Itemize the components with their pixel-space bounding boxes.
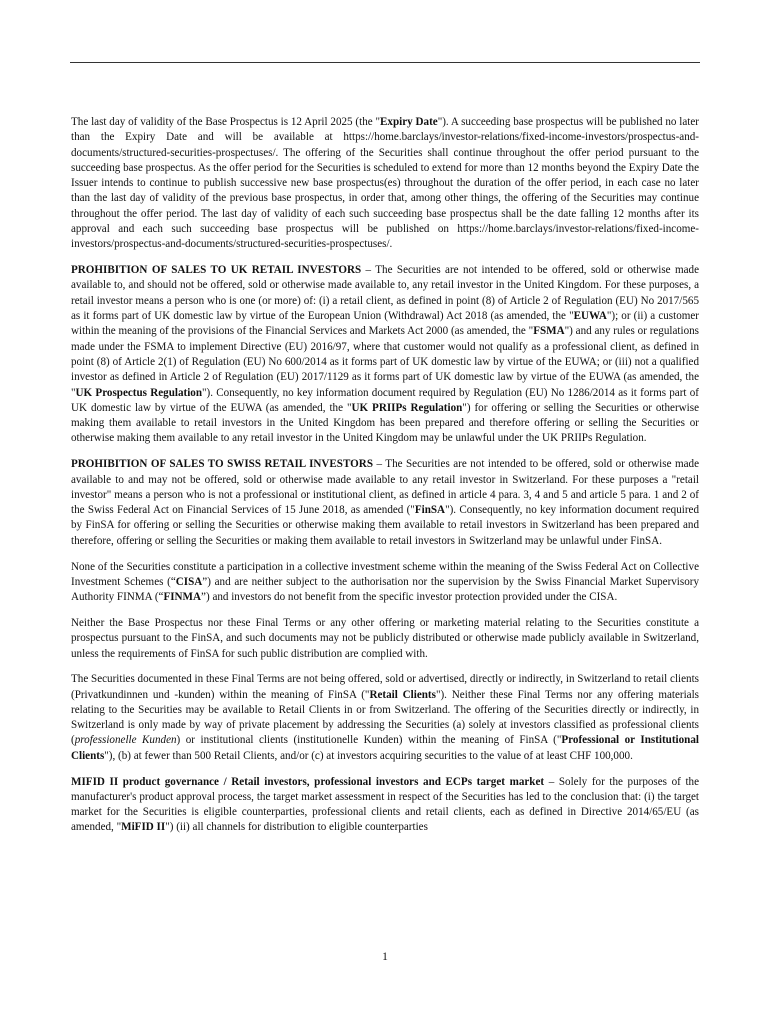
bold-term: MIFID II product governance / Retail investors, professional investors and ECPs target market xyxy=(71,775,545,788)
text-run: – The Securities are not intended to be offered, sold or otherwise made available to, and should not be offered, sold or otherwise made available to, any retail investor in the United Kingdom. For these purposes, a retail investor means a person who is one (or more) of: (i) a retail client, as defined in point (8) of Article 2 of Regulation (EU) No 2017/565 as it forms part of UK domestic law by virtue of the European Union (Withdrawal) Act 2018 (as amended, the " xyxy=(71,264,699,323)
page-number: 1 xyxy=(382,951,388,963)
bold-term: Expiry Date xyxy=(380,116,438,128)
bold-term: CISA xyxy=(175,575,203,588)
bold-term: EUWA xyxy=(573,310,607,323)
text-run: Neither the Base Prospectus nor these Final Terms or any other offering or marketing material relating to the Securities constitute a prospectus pursuant to the FinSA, and such documents may not be publicly distributed or otherwise made publicly available in Switzerland, unless the requirements of FinSA for such public distribution are complied with. xyxy=(71,616,699,660)
text-run: – Solely for the purposes of the manufacturer's product approval process, the target market assessment in respect of the Securities has led to the conclusion that: (i) the target market for the Securities is eligible counterparties, professional clients and retail clients, each as defined in Directive 2014/65/EU (as amended, " xyxy=(71,775,700,834)
text-run: ") for offering or selling the Securities or otherwise making them available to retail investors in the United Kingdom has been prepared and therefore offering or selling the Securities or otherwise making them available to any retail investor in the United Kingdom may be unlawful under the UK PRIIPs Regulation. xyxy=(71,401,700,445)
text-run: – The Securities are not intended to be offered, sold or otherwise made available to and may not be offered, sold or otherwise made available to any retail investor in Switzerland. For these purposes a "retail investor" means a person who is not a professional or institutional client, as defined in article 4 para. 3, 4 and 5 and article 5 para. 1 and 2 of the Swiss Federal Act on Financial Services of 15 June 2018, as amended (" xyxy=(71,458,699,517)
text-run: "); or (ii) a customer within the meaning of the provisions of the Financial Services and Markets Act 2000 (as amended, the " xyxy=(71,310,699,338)
bold-term: PROHIBITION OF SALES TO SWISS RETAIL INVESTORS xyxy=(71,458,373,471)
text-run: ) or institutional clients (institutionelle Kunden) within the meaning of FinSA (" xyxy=(176,734,562,747)
text-run: The Securities documented in these Final Terms are not being offered, sold or advertised, directly or indirectly, in Switzerland to retail clients (Privatkundinnen und -kunden) within the meaning of FinSA (" xyxy=(71,673,699,701)
text-run: "). Neither these Final Terms nor any offering materials relating to the Securities may be available to Retail Clients in or from Switzerland. The offering of the Securities directly or indirectly, in Switzerland is only made by way of private placement by addressing the Securities (a) solely at investors classified as professional clients ( xyxy=(71,688,699,747)
document-body xyxy=(71,115,699,846)
text-run: ") and any rules or regulations made under the FSMA to implement Directive (EU) 2016/97, where that customer would not qualify as a professional client, as defined in point (8) of Article 2(1) of Regulation (EU) No 600/2014 as it forms part of UK domestic law by virtue of the EUWA; or (iii) not a qualified investor as defined in Article 2 of Regulation (EU) 2017/1129 as it forms part of UK domestic law by virtue of the EUWA (as amended, the " xyxy=(71,325,699,399)
text-run: "). Consequently, no key information document required by Regulation (EU) No 1286/2014 as it forms part of UK domestic law by virtue of the EUWA (as amended, the " xyxy=(71,386,699,414)
swiss-retail-prohibition-paragraph xyxy=(71,457,699,549)
bold-term: MiFID II xyxy=(121,821,166,834)
bold-term: UK Prospectus Regulation xyxy=(75,386,203,399)
bold-term: UK PRIIPs Regulation xyxy=(351,401,463,414)
uk-retail-prohibition-paragraph xyxy=(71,263,699,447)
cisa-paragraph xyxy=(71,560,699,606)
text-run: "), (b) at fewer than 500 Retail Clients, and/or (c) at investors acquiring securities to the value of at least CHF 100,000. xyxy=(104,749,633,762)
text-run: ”) and are neither subject to the authorisation nor the supervision by the Swiss Financial Market Supervisory Authority FINMA (“ xyxy=(71,575,699,604)
bold-term: Professional or Institutional Clients xyxy=(71,734,699,762)
bold-term: FinSA xyxy=(414,504,446,517)
expiry-date-paragraph xyxy=(71,115,699,253)
header-rule xyxy=(70,62,700,63)
text-run: "). A succeeding base prospectus will be published no later than the Expiry Date and will be available at https://home.barclays/investor-relations/fixed-income-investors/prospectus-and-documents/structured-securities-prospectuses/. The offering of the Securities shall continue throughout the offer period pursuant to the succeeding base prospectus. As the offer period for the Securities is scheduled to extend for more than 12 months beyond the Expiry Date the Issuer intends to continue to publish successive new base prospectus(es) throughout the duration of the offer period, in each case no later than the last day of validity of the previous base prospectus, in order that, among other things, the offering of the Securities may continue throughout the offer period. The last day of validity of each such succeeding base prospectus shall be the date falling 12 months after its approval and each such succeeding base prospectus will be published on https://home.barclays/investor-relations/fixed-income-investors/prospectus-and-documents/structured-securities-prospectuses/. xyxy=(71,116,699,251)
bold-term: FSMA xyxy=(533,325,565,338)
text-run: ”) and investors do not benefit from the specific investor protection provided under the CISA. xyxy=(201,591,618,604)
text-run: "). Consequently, no key information document required by FinSA for offering or selling the Securities or otherwise making them available to retail investors in Switzerland has been prepared and therefore, offering or selling the Securities or making them available to retail investors in Switzerland may be unlawful under FinSA. xyxy=(71,504,699,547)
mifid-governance-paragraph xyxy=(71,775,699,836)
bold-term: Retail Clients xyxy=(369,688,436,701)
swiss-offering-paragraph xyxy=(71,672,699,764)
bold-term: PROHIBITION OF SALES TO UK RETAIL INVESTORS xyxy=(71,264,362,277)
italic-term: professionelle Kunden xyxy=(74,734,177,747)
text-run: ") (ii) all channels for distribution to eligible counterparties xyxy=(165,821,428,834)
text-run: None of the Securities constitute a participation in a collective investment scheme within the meaning of the Swiss Federal Act on Collective Investment Schemes (“ xyxy=(71,560,699,588)
finsa-prospectus-paragraph xyxy=(71,616,699,662)
text-run: The last day of validity of the Base Prospectus is 12 April 2025 (the " xyxy=(71,116,381,128)
bold-term: FINMA xyxy=(163,591,202,604)
